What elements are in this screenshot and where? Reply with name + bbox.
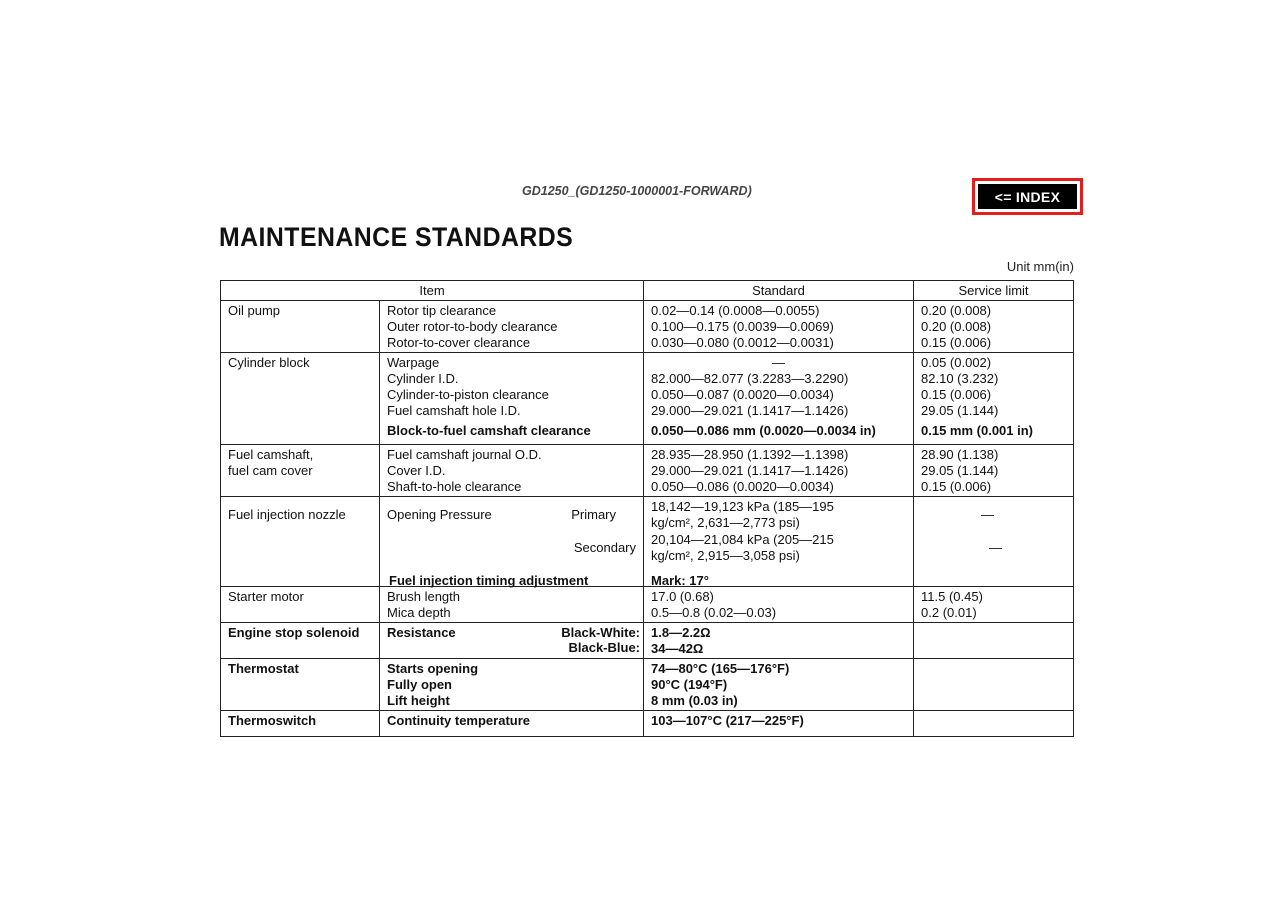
limit-value: —	[981, 507, 995, 522]
limit-value: 29.05 (1.144)	[921, 403, 999, 418]
standard-cell	[644, 623, 914, 659]
primary-label: Primary	[571, 507, 617, 522]
standard-value: 0.050—0.087 (0.0020—0.0034)	[651, 387, 834, 402]
secondary-standard	[651, 532, 834, 564]
limit-cell	[914, 445, 1074, 497]
table-row-thermoswitch	[221, 711, 1074, 737]
black-blue-label: Black-Blue:	[568, 640, 641, 655]
timing-standard: Mark: 17°	[651, 573, 709, 588]
item-label: Block-to-fuel camshaft clearance	[387, 423, 591, 438]
standard-cell	[644, 711, 914, 737]
standard-value: kg/cm², 2,631—2,773 psi)	[651, 515, 800, 530]
group-label: Starter motor	[228, 589, 304, 604]
standard-value: 0.100—0.175 (0.0039—0.0069)	[651, 319, 834, 334]
primary-standard	[651, 499, 834, 531]
limit-value: 0.05 (0.002)	[921, 355, 992, 370]
group-label: fuel cam cover	[228, 463, 313, 478]
limit-value: 28.90 (1.138)	[921, 447, 999, 462]
item-label: Warpage	[387, 355, 440, 370]
nozzle-item-block	[387, 499, 637, 588]
item-label: Continuity temperature	[387, 713, 531, 728]
header-service-limit: Service limit	[914, 281, 1074, 301]
item-label: Fuel camshaft hole I.D.	[387, 403, 521, 418]
group-cell	[221, 301, 380, 353]
standard-value: 29.000—29.021 (1.1417—1.1426)	[651, 463, 849, 478]
standard-value: 18,142—19,123 kPa (185—195	[651, 499, 834, 514]
standard-cell	[644, 445, 914, 497]
item-label: Shaft-to-hole clearance	[387, 479, 522, 494]
standard-value: 8 mm (0.03 in)	[651, 693, 738, 708]
black-white-label: Black-White:	[561, 625, 641, 640]
table-row-oil-pump	[221, 301, 1074, 353]
standard-value: 0.030—0.080 (0.0012—0.0031)	[651, 335, 834, 350]
limit-value: 0.20 (0.008)	[921, 303, 992, 318]
header-item: Item	[221, 281, 644, 301]
index-button-label: <= INDEX	[978, 184, 1077, 209]
limit-value: —	[989, 540, 1003, 555]
item-label: Cover I.D.	[387, 463, 446, 478]
group-cell	[221, 623, 380, 659]
standard-value: 29.000—29.021 (1.1417—1.1426)	[651, 403, 849, 418]
item-label: Cylinder I.D.	[387, 371, 459, 386]
table-row-fuel-camshaft	[221, 445, 1074, 497]
solenoid-item-block	[387, 625, 641, 655]
item-label: Starts opening	[387, 661, 479, 676]
item-label: Fuel camshaft journal O.D.	[387, 447, 542, 462]
item-label: Lift height	[387, 693, 450, 708]
group-label: Thermoswitch	[228, 713, 317, 728]
group-cell	[221, 587, 380, 623]
table-row-fuel-injection-nozzle	[221, 497, 1074, 587]
item-label: Rotor-to-cover clearance	[387, 335, 531, 350]
standard-value: —	[772, 355, 786, 370]
group-cell	[221, 711, 380, 737]
limit-value: 0.15 mm (0.001 in)	[921, 423, 1034, 438]
model-line: GD1250_(GD1250-1000001-FORWARD)	[522, 184, 752, 198]
limit-cell	[914, 659, 1074, 711]
group-cell	[221, 445, 380, 497]
standard-value: 1.8—2.2Ω	[651, 625, 711, 640]
standard-value: 17.0 (0.68)	[651, 589, 714, 604]
group-label: Thermostat	[228, 661, 299, 676]
item-label: Mica depth	[387, 605, 451, 620]
limit-value: 0.15 (0.006)	[921, 387, 992, 402]
standard-value: 0.02—0.14 (0.0008—0.0055)	[651, 303, 820, 318]
standard-cell	[644, 497, 914, 587]
table-row-engine-stop-solenoid	[221, 623, 1074, 659]
unit-note: Unit mm(in)	[1006, 259, 1074, 274]
standard-cell	[644, 659, 914, 711]
limit-cell	[914, 497, 1074, 587]
standard-value: 28.935—28.950 (1.1392—1.1398)	[651, 447, 849, 462]
item-cell	[380, 353, 644, 445]
group-cell	[221, 353, 380, 445]
item-label: Brush length	[387, 589, 460, 604]
limit-cell	[914, 623, 1074, 659]
item-cell	[380, 587, 644, 623]
timing-label: Fuel injection timing adjustment	[389, 573, 589, 588]
table-row-cylinder-block	[221, 353, 1074, 445]
group-label: Engine stop solenoid	[228, 625, 360, 640]
item-cell	[380, 497, 644, 587]
limit-value: 11.5 (0.45)	[921, 589, 983, 604]
standard-value: 0.050—0.086 mm (0.0020—0.0034 in)	[651, 423, 876, 438]
group-label: Fuel camshaft,	[228, 447, 314, 462]
index-button[interactable]	[972, 178, 1083, 215]
group-cell	[221, 659, 380, 711]
limit-value: 0.20 (0.008)	[921, 319, 992, 334]
group-label: Fuel injection nozzle	[228, 507, 346, 522]
limit-value: 0.2 (0.01)	[921, 605, 977, 620]
item-label: Outer rotor-to-body clearance	[387, 319, 558, 334]
opening-pressure-label: Opening Pressure	[387, 507, 492, 522]
limit-value: 0.15 (0.006)	[921, 335, 992, 350]
item-cell	[380, 445, 644, 497]
item-cell	[380, 711, 644, 737]
item-label: Resistance	[387, 625, 456, 640]
standard-value: 0.5—0.8 (0.02—0.03)	[651, 605, 777, 620]
table-header-row	[221, 281, 1074, 301]
header-standard: Standard	[644, 281, 914, 301]
item-cell	[380, 659, 644, 711]
limit-cell	[914, 711, 1074, 737]
limit-value: 82.10 (3.232)	[921, 371, 999, 386]
item-label: Fully open	[387, 677, 452, 692]
standard-value: 20,104—21,084 kPa (205—215	[651, 532, 834, 547]
standard-cell	[644, 587, 914, 623]
item-label: Cylinder-to-piston clearance	[387, 387, 549, 402]
standard-value: 0.050—0.086 (0.0020—0.0034)	[651, 479, 834, 494]
group-label: Oil pump	[228, 303, 281, 318]
limit-value: 29.05 (1.144)	[921, 463, 999, 478]
document-header	[0, 184, 1288, 204]
standard-value: kg/cm², 2,915—3,058 psi)	[651, 548, 800, 563]
standard-value: 74—80°C (165—176°F)	[651, 661, 790, 676]
table-row-starter-motor	[221, 587, 1074, 623]
maintenance-standards-table	[220, 280, 1074, 737]
standard-value: 34—42Ω	[651, 641, 704, 656]
nozzle-limit-block	[921, 499, 1066, 585]
standard-value: 82.000—82.077 (3.2283—3.2290)	[651, 371, 849, 386]
standard-value: 90°C (194°F)	[651, 677, 728, 692]
group-label: Cylinder block	[228, 355, 310, 370]
page-title: MAINTENANCE STANDARDS	[219, 222, 574, 252]
limit-cell	[914, 587, 1074, 623]
limit-value: 0.15 (0.006)	[921, 479, 992, 494]
item-cell	[380, 623, 644, 659]
standard-cell	[644, 301, 914, 353]
table-row-thermostat	[221, 659, 1074, 711]
limit-cell	[914, 353, 1074, 445]
nozzle-standard-block	[651, 499, 906, 588]
standard-cell	[644, 353, 914, 445]
group-cell	[221, 497, 380, 587]
limit-cell	[914, 301, 1074, 353]
item-cell	[380, 301, 644, 353]
item-label: Rotor tip clearance	[387, 303, 497, 318]
standard-value: 103—107°C (217—225°F)	[651, 713, 804, 728]
secondary-label: Secondary	[573, 540, 637, 555]
